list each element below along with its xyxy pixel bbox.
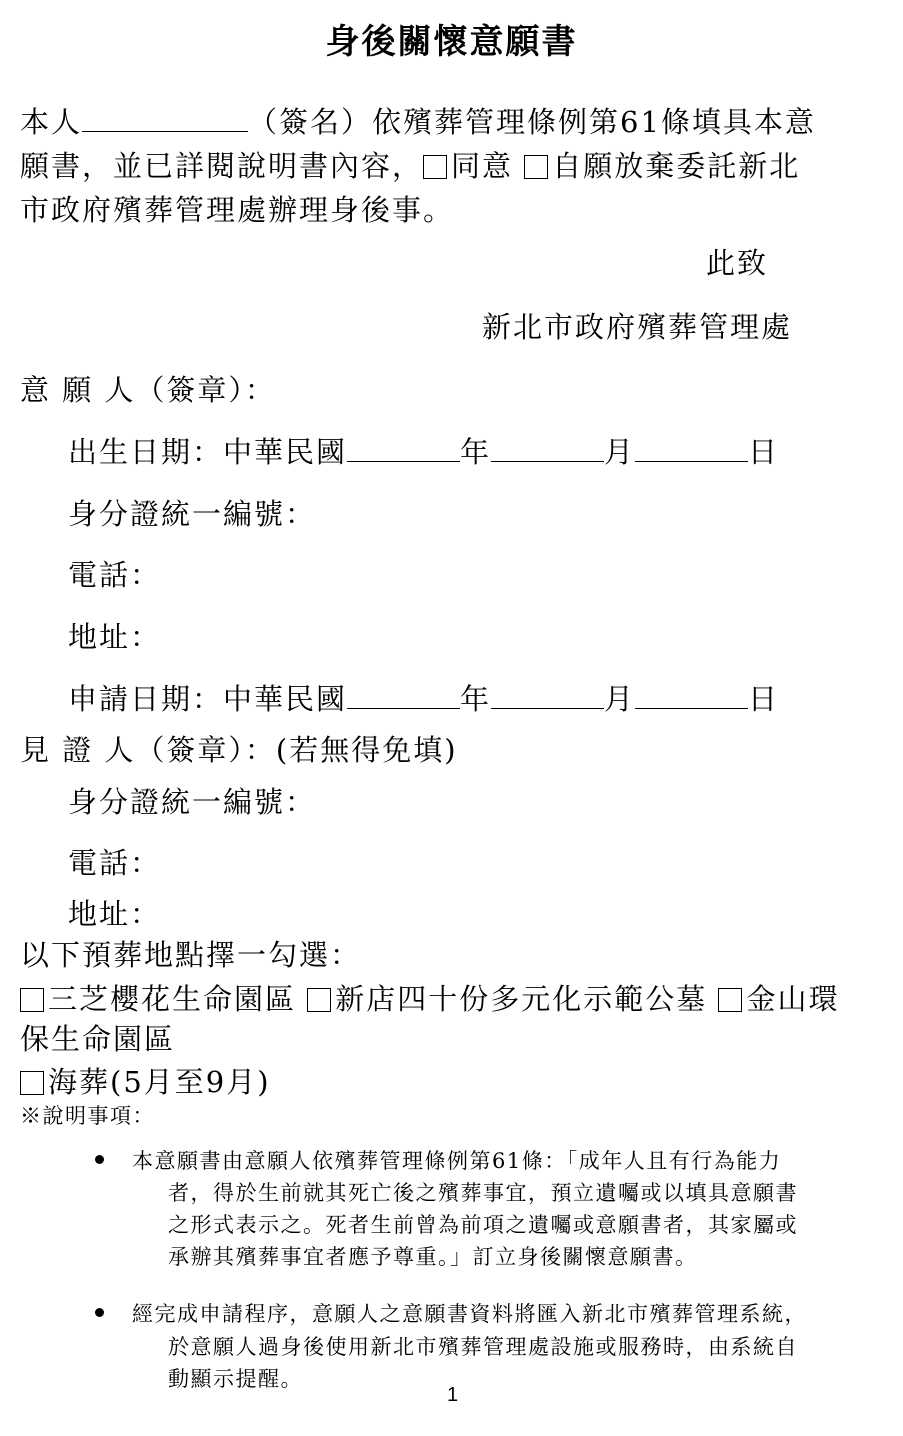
applicant-phone-label: 電話： — [68, 558, 162, 592]
agree-label: 同意 — [451, 149, 514, 183]
day-label: 日 — [748, 682, 780, 716]
applicant-id-label: 身分證統一編號： — [68, 497, 317, 531]
signature-blank[interactable] — [82, 130, 248, 132]
month-label: 月 — [604, 682, 636, 716]
note-2-line-1: 經完成申請程序，意願人之意願書資料將匯入新北市殯葬管理系統， — [132, 1302, 807, 1326]
witness-phone-label: 電話： — [68, 846, 162, 880]
intro-label-self: 本人 — [20, 105, 83, 139]
applicant-address-label: 地址： — [68, 620, 162, 654]
year-label: 年 — [460, 682, 492, 716]
waive-checkbox[interactable] — [524, 155, 548, 179]
location-jinshan-label: 金山環 — [746, 982, 840, 1016]
year-label: 年 — [460, 435, 492, 469]
birth-year-blank[interactable] — [347, 460, 460, 462]
location-sanzhi-label: 三芝櫻花生命園區 — [48, 982, 297, 1016]
location-row-1 — [20, 977, 839, 1018]
note-1-bullet — [95, 1155, 104, 1164]
witness-heading: 見 證 人（簽章）：(若無得免填) — [20, 733, 458, 767]
location-jinshan-checkbox[interactable] — [718, 988, 742, 1012]
page-number: 1 — [447, 1384, 459, 1406]
intro-text-3: 市政府殯葬管理處辦理身後事。 — [20, 193, 455, 227]
note-2-line-2: 於意願人過身後使用新北市殯葬管理處設施或服務時，由系統自 — [168, 1335, 798, 1359]
witness-address-label: 地址： — [68, 897, 162, 931]
birth-month-blank[interactable] — [491, 460, 604, 462]
salutation: 此致 — [706, 246, 769, 280]
note-1-line-1: 本意願書由意願人依殯葬管理條例第61條：「成年人且有行為能力 — [132, 1149, 782, 1173]
location-heading: 以下預葬地點擇一勾選： — [20, 938, 362, 972]
intro-text-1: （簽名）依殯葬管理條例第61條填具本意 — [248, 105, 816, 139]
location-row-sea — [20, 1060, 271, 1101]
note-2-line-3: 動顯示提醒。 — [168, 1367, 303, 1391]
location-jinshan-label-cont: 保生命園區 — [20, 1022, 176, 1056]
location-sanzhi-checkbox[interactable] — [20, 988, 44, 1012]
month-label: 月 — [604, 435, 636, 469]
apply-month-blank[interactable] — [491, 707, 604, 709]
intro-line-2 — [20, 144, 800, 185]
witness-id-label: 身分證統一編號： — [68, 785, 317, 819]
agree-checkbox[interactable] — [423, 155, 447, 179]
apply-day-blank[interactable] — [635, 707, 748, 709]
location-sea-checkbox[interactable] — [20, 1071, 44, 1095]
note-2-bullet — [95, 1308, 104, 1317]
intro-text-2: 願書，並已詳閱說明書內容， — [20, 149, 424, 183]
location-xindian-label: 新店四十份多元化示範公墓 — [335, 982, 708, 1016]
note-1-line-4: 承辦其殯葬事宜者應予尊重。」訂立身後關懷意願書。 — [168, 1245, 698, 1269]
waive-label: 自願放棄委託新北 — [552, 149, 801, 183]
location-sea-label: 海葬(5月至9月) — [48, 1065, 271, 1099]
note-1-line-2: 者，得於生前就其死亡後之殯葬事宜，預立遺囑或以填具意願書 — [168, 1181, 798, 1205]
location-xindian-checkbox[interactable] — [307, 988, 331, 1012]
day-label: 日 — [748, 435, 780, 469]
document-title: 身後關懷意願書 — [325, 22, 578, 62]
notes-heading: ※說明事項： — [20, 1104, 155, 1128]
birth-day-blank[interactable] — [635, 460, 748, 462]
applicant-heading: 意 願 人（簽章）： — [20, 373, 276, 407]
apply-year-blank[interactable] — [347, 707, 460, 709]
apply-date-row — [68, 677, 779, 718]
apply-date-label: 申請日期：中華民國 — [68, 682, 348, 716]
birth-date-row — [68, 430, 779, 471]
intro-line-1 — [20, 100, 816, 141]
note-1-line-3: 之形式表示之。死者生前曾為前項之遺囑或意願書者，其家屬或 — [168, 1213, 798, 1237]
recipient: 新北市政府殯葬管理處 — [482, 310, 793, 344]
birth-date-label: 出生日期：中華民國 — [68, 435, 348, 469]
